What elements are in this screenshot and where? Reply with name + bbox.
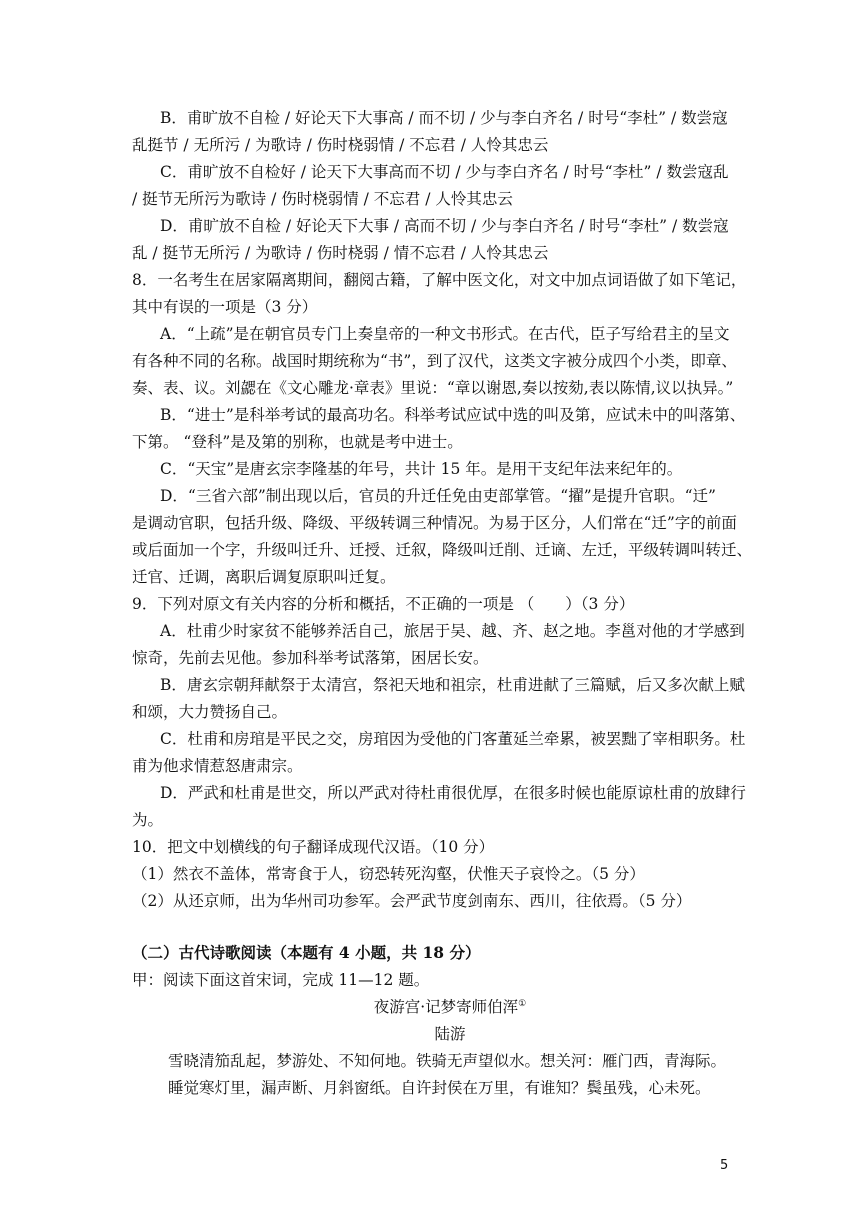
text-line-q7b-1: B．甫旷放不自检 / 好论天下大事高 / 而不切 / 少与李白齐名 / 时号“李杜” / 数尝寇 — [160, 109, 728, 127]
text-line-q10-1: （1）然衣不盖体，常寄食于人，窃恐转死沟壑，伏惟天子哀怜之。（5 分） — [132, 865, 645, 883]
text-line-q9d-1: D．严武和杜甫是世交，所以严武对待杜甫很优厚，在很多时候也能原谅杜甫的放肆行 — [160, 784, 746, 802]
text-line-q8b-2: 下第。 “登科”是及第的别称，也就是考中进士。 — [132, 433, 463, 451]
text-line-q9a-2: 惊奇，先前去见他。参加科举考试落第，困居长安。 — [132, 649, 489, 667]
text-line-q9a-1: A．杜甫少时家贫不能够养活自己，旅居于吴、越、齐、赵之地。李邕对他的才学感到 — [160, 622, 745, 640]
text-line-q9b-1: B．唐玄宗朝拜献祭于太清宫，祭祀天地和祖宗，杜甫进献了三篇赋，后又多次献上赋 — [160, 676, 745, 694]
text-line-q8-stem-1: 8．一名考生在居家隔离期间，翻阅古籍，了解中医文化，对文中加点词语做了如下笔记， — [132, 271, 747, 289]
text-line-q8a-2: 有各种不同的名称。战国时期统称为“书”，到了汉代，这类文字被分成四个小类，即章、 — [132, 352, 737, 370]
text-line-q9c-2: 甫为他求情惹怒唐肃宗。 — [132, 757, 303, 775]
text-line-q8d-3: 或后面加一个字，升级叫迁升、迁授、迁叙，降级叫迁削、迁谪、左迁，平级转调叫转迁、 — [132, 541, 753, 559]
text-line-q7b-2: 乱挺节 / 无所污 / 为歌诗 / 伤时桡弱情 / 不忘君 / 人怜其忠云 — [132, 136, 549, 154]
text-line-q7c-2: / 挺节无所污为歌诗 / 伤时桡弱情 / 不忘君 / 人怜其忠云 — [132, 190, 513, 208]
poem-instruction: 甲：阅读下面这首宋词，完成 11—12 题。 — [132, 971, 430, 989]
footnote-marker: ① — [518, 998, 527, 1009]
poem-line: 睡觉寒灯里，漏声断、月斜窗纸。自许封侯在万里，有谁知？鬓虽残，心未死。 — [168, 1079, 711, 1097]
text-line-q9c-1: C．杜甫和房琯是平民之交，房琯因为受他的门客董延兰牵累，被罢黜了宰相职务。杜 — [160, 730, 746, 748]
page-number: 5 — [720, 1158, 729, 1173]
poem-title-text: 夜游宫·记梦寄师伯浑 — [373, 998, 519, 1016]
poem-author: 陆游 — [434, 1025, 466, 1043]
poem-title — [0, 997, 860, 1017]
text-line-q8b-1: B．“进士”是科举考试的最高功名。科举考试应试中选的叫及第，应试未中的叫落第、 — [160, 406, 746, 424]
text-line-q7c-1: C．甫旷放不自检好 / 论天下大事高而不切 / 少与李白齐名 / 时号“李杜” / 数尝寇乱 — [160, 163, 729, 181]
poem-line: 雪晓清笳乱起，梦游处、不知何地。铁骑无声望似水。想关河：雁门西，青海际。 — [168, 1052, 727, 1070]
text-line-q7d-1: D．甫旷放不自检 / 好论天下大事 / 高而不切 / 少与李白齐名 / 时号“李杜” / 数尝寇 — [160, 217, 729, 235]
text-line-q7d-2: 乱 / 挺节无所污 / 为歌诗 / 伤时桡弱 / 情不忘君 / 人怜其忠云 — [132, 244, 549, 262]
text-line-q9b-2: 和颂，大力赞扬自己。 — [132, 703, 288, 721]
text-line-q8d-4: 迁官、迁调，离职后调复原职叫迁复。 — [132, 568, 396, 586]
text-line-q8d-2: 是调动官职，包括升级、降级、平级转调三种情况。为易于区分，人们常在“迁”字的前面 — [132, 514, 737, 532]
text-line-q8d-1: D．“三省六部”制出现以后，官员的升迁任免由吏部掌管。“擢”是提升官职。“迁” — [160, 487, 716, 505]
text-line-q9-stem: 9．下列对原文有关内容的分析和概括，不正确的一项是 （ ）（3 分） — [132, 595, 635, 613]
text-line-q8c-1: C．“天宝”是唐玄宗李隆基的年号，共计 15 年。是用干支纪年法来纪年的。 — [160, 460, 683, 478]
text-line-q8-stem-2: 其中有误的一项是（3 分） — [132, 298, 318, 316]
text-line-q10-stem: 10．把文中划横线的句子翻译成现代汉语。（10 分） — [132, 838, 495, 856]
section-heading: （二）古代诗歌阅读（本题有 4 小题，共 18 分） — [132, 943, 481, 962]
text-line-q10-2: （2）从还京师，出为华州司功参军。会严武节度剑南东、西川，往依焉。（5 分） — [132, 892, 692, 910]
text-line-q9d-2: 为。 — [132, 811, 164, 829]
text-line-q8a-3: 奏、表、议。刘勰在《文心雕龙·章表》里说：“章以谢恩,奏以按劾,表以陈情,议以执异。” — [132, 379, 734, 397]
text-line-q8a-1: A．“上疏”是在朝官员专门上奏皇帝的一种文书形式。在古代，臣子写给君主的呈文 — [160, 325, 730, 343]
